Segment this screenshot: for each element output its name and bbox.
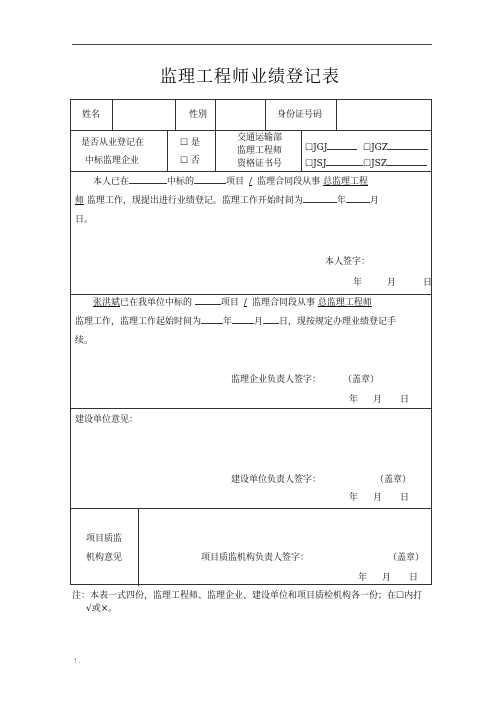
col-divider: [301, 130, 302, 171]
self-sign-month: 月: [387, 278, 397, 288]
quality-sign-day: 日: [409, 573, 419, 583]
registered-label-line2: 中标监理企业: [85, 156, 140, 166]
company-month-label: 月: [254, 317, 264, 327]
gender-field[interactable]: [216, 102, 264, 128]
cert-jgz-option[interactable]: [363, 140, 428, 154]
company-role-value: 总监理工程师: [317, 298, 372, 308]
jsz-checkbox-label: ☐JSZ: [363, 159, 388, 169]
cert-jgj-option[interactable]: [305, 140, 357, 154]
quality-label-line2: 机构意见: [86, 553, 123, 563]
engineer-name-value: 张洪斌: [93, 298, 121, 308]
company-sign-day: 日: [400, 395, 410, 405]
top-rule: [72, 44, 432, 45]
jgj-blank: [327, 140, 357, 150]
quality-label-line1: 项目质监: [86, 534, 123, 544]
company-month-blank[interactable]: [232, 314, 254, 324]
self-role-value: 总监理工程: [322, 177, 368, 187]
company-statement: [75, 294, 431, 351]
quality-sign-year: 年: [358, 573, 368, 583]
row-divider: [71, 171, 431, 172]
note-line-1: 注：本表一式四份，监理工程师、监理企业、建设单位和项目质检机构各一份；在☐内打: [72, 591, 423, 601]
cert-label-line2: 监理工程师: [237, 146, 283, 156]
owner-opinion-field[interactable]: [75, 428, 429, 472]
company-project-blank[interactable]: [195, 295, 221, 305]
jsj-blank: [326, 156, 363, 166]
col-divider: [265, 100, 266, 130]
company-contract-value: /: [243, 298, 247, 308]
self-text-3: 项目: [226, 177, 245, 187]
self-sign-day: 日: [423, 278, 433, 288]
no-checkbox[interactable]: ☐ 否: [180, 156, 200, 166]
form-note: [72, 590, 437, 616]
jsj-checkbox-label: ☐JSJ: [305, 159, 327, 169]
owner-sign-year: 年: [349, 493, 359, 503]
cert-jsz-option[interactable]: [363, 156, 427, 170]
self-sign-year: 年: [353, 278, 363, 288]
row-divider: [71, 130, 431, 131]
col-divider: [175, 100, 176, 130]
company-text-2: 项目: [220, 298, 239, 308]
gender-label: 性别: [189, 110, 208, 120]
company-text-3: 监理合同段从事: [251, 298, 315, 308]
name-label: 姓名: [82, 110, 101, 120]
quality-signature-label: 项目质监机构负责人签字：: [201, 553, 310, 563]
cert-label-line3: 资格证书号: [237, 159, 283, 169]
company-signature-label: 监理企业负责人签字：: [231, 375, 322, 385]
registered-label-line1: 是否从业登记在: [81, 138, 145, 148]
contract-section-value: /: [249, 177, 253, 187]
yes-checkbox[interactable]: ☐ 是: [180, 138, 200, 148]
company-sign-year: 年: [349, 395, 359, 405]
self-role-value-cont: 师: [75, 196, 85, 206]
owner-sign-month: 月: [373, 493, 383, 503]
id-number-label: 身份证号码: [277, 110, 323, 120]
cert-jsj-option[interactable]: [305, 156, 363, 170]
row-divider: [71, 508, 431, 509]
project-blank[interactable]: [194, 174, 226, 184]
jgz-blank: [388, 140, 428, 150]
self-month-label: 月: [369, 196, 379, 206]
footer-mark: ! .: [74, 658, 81, 665]
cert-label-line1: 交通运输部: [237, 133, 283, 143]
self-day-label: 日。: [75, 215, 94, 225]
company-text-1: 已在我单位中标的: [120, 298, 193, 308]
jgz-checkbox-label: ☐JGZ: [363, 143, 389, 153]
id-number-field[interactable]: [337, 102, 431, 128]
quality-sign-month: 月: [382, 573, 392, 583]
self-text-5: 监理工作，现提出进行业绩登记。监理工作开始时间为: [86, 196, 303, 206]
company-text-6: 续。: [75, 336, 94, 346]
employer-blank[interactable]: [129, 174, 167, 184]
name-field[interactable]: [113, 102, 174, 128]
company-sign-month: 月: [373, 395, 383, 405]
company-year-blank[interactable]: [201, 314, 223, 324]
jgj-checkbox-label: ☐JGJ: [305, 143, 328, 153]
start-month-blank[interactable]: [346, 193, 370, 203]
owner-opinion-label: 建设单位意见：: [75, 415, 139, 425]
company-day-blank[interactable]: [263, 314, 279, 324]
self-text-2: 中标的: [167, 177, 195, 187]
note-line-2: √或×。: [86, 604, 118, 614]
self-signature-label: 本人签字：: [325, 257, 371, 267]
company-text-5: 日，现按规定办理业绩登记手: [279, 317, 397, 327]
registration-form: [70, 99, 432, 585]
self-text-1: 本人已在: [93, 177, 130, 187]
self-year-label: 年: [336, 196, 346, 206]
page-title: 监理工程师业绩登记表: [160, 67, 340, 87]
company-text-4: 监理工作，监理工作起始时间为: [75, 317, 202, 327]
owner-sign-day: 日: [400, 493, 410, 503]
owner-seal-label: （盖章）: [375, 475, 412, 485]
row-divider: [71, 408, 431, 409]
owner-signature-label: 建设单位负责人签字：: [231, 475, 322, 485]
quality-seal-label: （盖章）: [388, 553, 425, 563]
start-year-blank[interactable]: [303, 193, 337, 203]
col-divider: [138, 508, 139, 586]
company-year-label: 年: [223, 317, 233, 327]
col-divider: [167, 130, 168, 171]
jsz-blank: [387, 156, 427, 166]
self-statement: [75, 173, 431, 230]
company-seal-label: （盖章）: [343, 375, 380, 385]
self-text-4: 监理合同段从事: [257, 177, 321, 187]
